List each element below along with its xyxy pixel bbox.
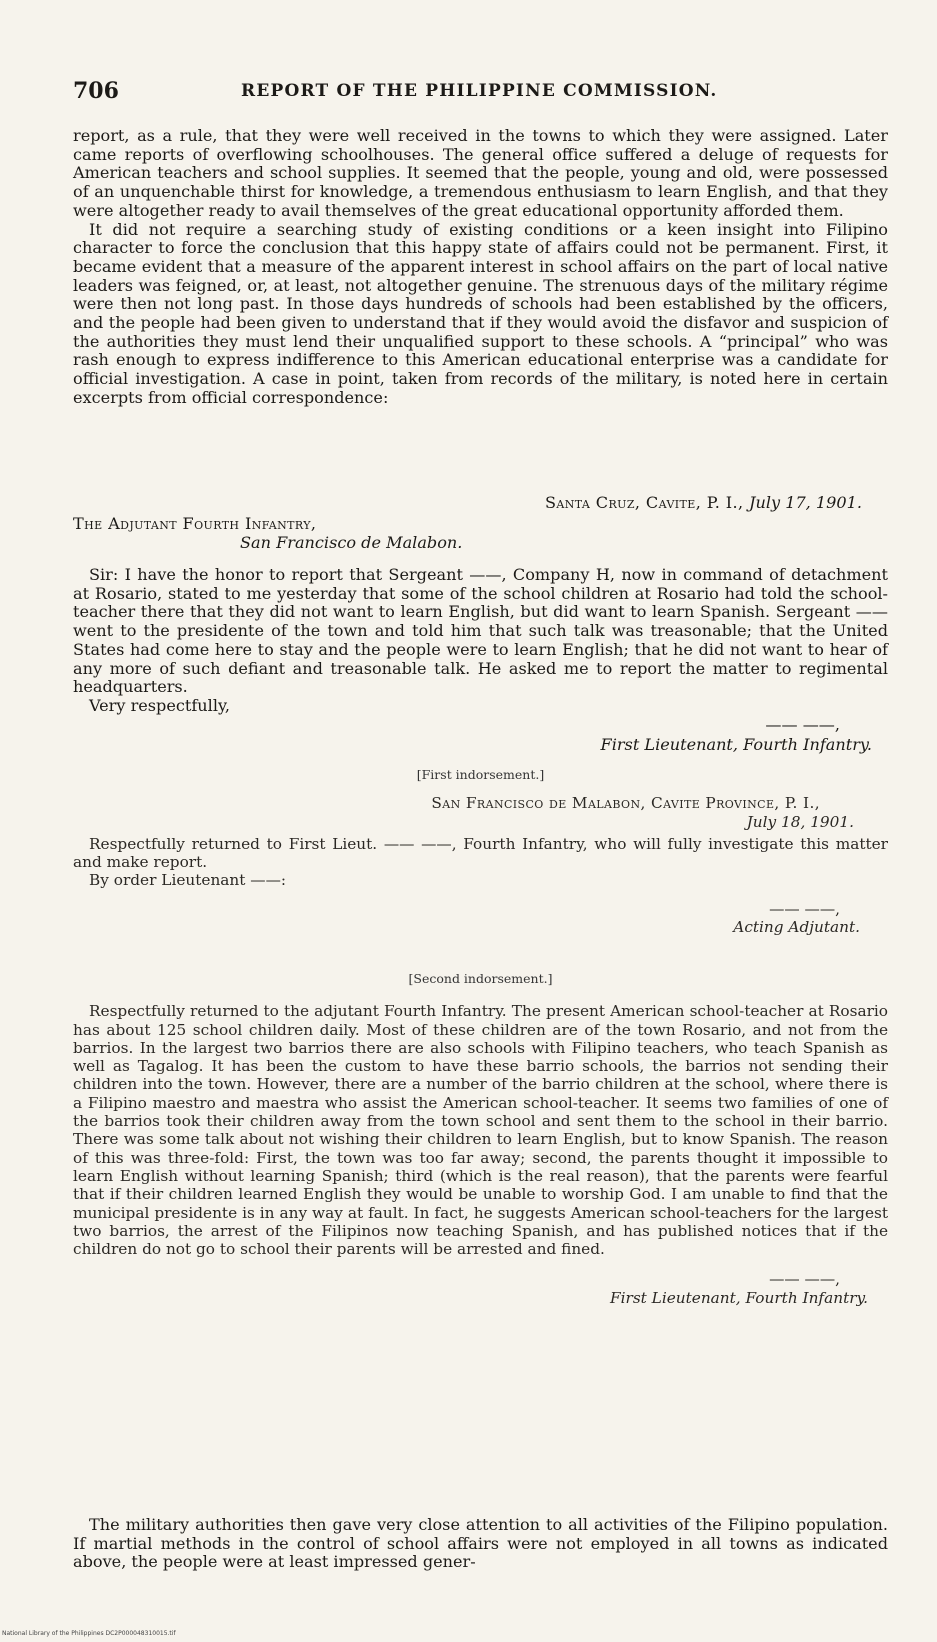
first-indorsement-label: [First indorsement.]: [416, 767, 545, 782]
second-indorsement-signature-title: First Lieutenant, Fourth Infantry.: [610, 1288, 868, 1307]
first-indorsement-order: By order Lieutenant ——:: [89, 871, 287, 890]
letter-closing: Very respectfully,: [89, 695, 231, 715]
letter-address: [73, 515, 888, 552]
page-number: 706: [73, 78, 119, 104]
first-indorsement-signature-blank: —— ——,: [769, 899, 840, 918]
letter-body-section: [73, 566, 888, 755]
letter-addressee: The Adjutant Fourth Infantry,: [73, 514, 317, 533]
page-header: [73, 78, 873, 104]
second-indorsement-signature-blank: —— ——,: [769, 1270, 840, 1289]
letter-date: July 17, 1901.: [749, 493, 862, 512]
letter-addressee-place: San Francisco de Malabon.: [240, 532, 463, 552]
letter-signature-blank: —— ——,: [765, 714, 840, 734]
intro-paragraph-1: report, as a rule, that they were well received in the towns to which they were assigned. Later came reports of overflowing schoolhouses. The general office suffered a deluge of requests for American teachers and school supplies. It seemed that the people, young and old, were possessed of an unquenchable thirst for knowledge, a tremendous enthusiasm to learn English, and that they were altogether ready to avail themselves of the great educational opportunity afforded them.: [73, 126, 888, 220]
letter-body: Sir: I have the honor to report that Sergeant ——, Company H, now in command of detachment at Rosario, stated to me yesterday that some of the school children at Rosario had told the school-teacher there that they did not want to learn English, but did want to learn Spanish. Sergeant —— went to the presidente of the town and told him that such talk was treasonable; that the United States had come here to stay and the people were to learn English; that he did not want to hear of any more of such defiant and treasonable talk. He asked me to report the matter to regimental headquarters.: [73, 565, 888, 697]
letter-dateline: [73, 494, 888, 513]
first-indorsement-date: July 18, 1901.: [746, 812, 854, 831]
first-indorsement-body: Respectfully returned to First Lieut. —— ——, Fourth Infantry, who will fully investigate this matter and make report.: [73, 834, 888, 872]
letter-signature-title: First Lieutenant, Fourth Infantry.: [600, 735, 872, 755]
second-indorsement-label: [Second indorsement.]: [408, 971, 553, 986]
closing-paragraph: The military authorities then gave very close attention to all activities of the Filipino population. If martial methods in the control of school affairs were not employed in all towns as indicated above, the people were at least impressed gener-: [73, 1515, 888, 1572]
first-indorsement-place: San Francisco de Malabon, Cavite Province, P. I.,: [431, 794, 820, 813]
first-indorsement: [73, 766, 888, 936]
running-title: REPORT OF THE PHILIPPINE COMMISSION.: [241, 81, 718, 101]
intro-paragraph-2: It did not require a searching study of existing conditions or a keen insight into Filipino character to force the conclusion that this happy state of affairs could not be permanent. First, it became evident that a measure of the apparent interest in school affairs on the part of local native leaders was feigned, or, at least, not altogether genuine. The strenuous days of the military régime were then not long past. In those days hundreds of schools had been established by the officers, and the people had been given to understand that if they would avoid the disfavor and suspicion of the authorities they must lend their unqualified support to these schools. A “principal” who was rash enough to express indifference to this American educational enterprise was a candidate for official investigation. A case in point, taken from records of the military, is noted here in certain excerpts from official correspondence:: [73, 219, 888, 407]
intro-section: [73, 127, 888, 408]
second-indorsement: [73, 970, 888, 1307]
second-indorsement-body: Respectfully returned to the adjutant Fourth Infantry. The present American school-teacher at Rosario has about 125 school children daily. Most of these children are of the town Rosario, and not from the barrios. In the largest two barrios there are also schools with Filipino teachers, who teach Spanish as well as Tagalog. It has been the custom to have these barrio schools, the barrios not sending their children into the town. However, there are a number of the barrio children at the school, where there is a Filipino maestro and maestra who assist the American school-teacher. It seems two families of one of the barrios took their children away from the town school and sent them to the school in their barrio. There was some talk about not wishing their children to learn English, but to know Spanish. The reason of this was three-fold: First, the town was too far away; second, the parents thought it impossible to learn English without learning Spanish; third (which is the real reason), that the parents were fearful that if their children learned English they would be unable to worship God. I am unable to find that the municipal presidente is in any way at fault. In fact, he suggests American school-teachers for the largest two barrios, the arrest of the Filipinos now teaching Spanish, and has published notices that if the children do not go to school their parents will be arrested and fined.: [73, 1002, 888, 1259]
letter-place: Santa Cruz, Cavite, P. I.,: [545, 493, 750, 512]
closing-section: [73, 1516, 888, 1572]
first-indorsement-signature-title: Acting Adjutant.: [733, 918, 860, 937]
scan-footer-note: National Library of the Philippines DC2P000048310015.tif: [2, 1630, 176, 1637]
